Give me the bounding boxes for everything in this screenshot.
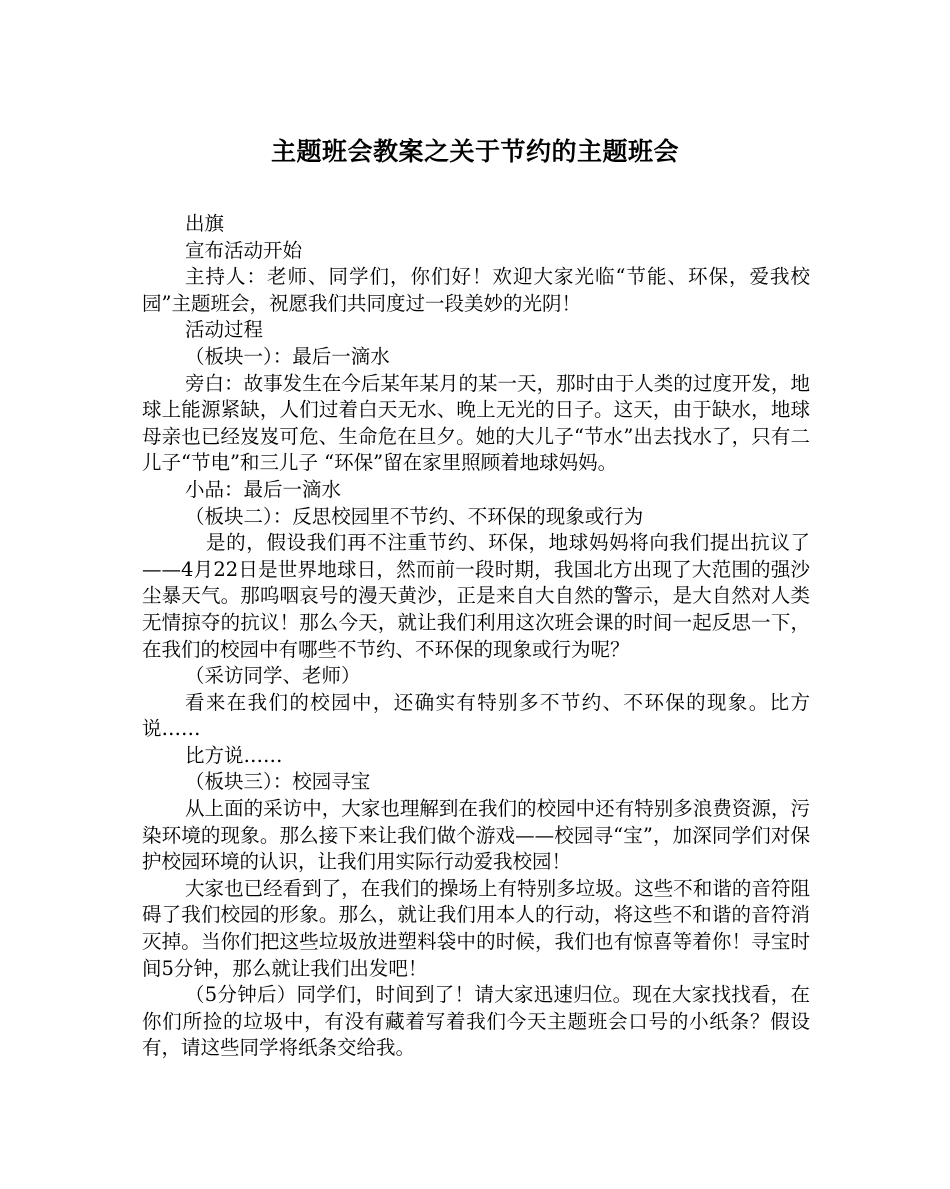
paragraph-earth-day: 是的，假设我们再不注重节约、环保，地球妈妈将向我们提出抗议了——4月22日是世界地球日，然而前一段时期，我国北方出现了大范围的强沙尘暴天气。那呜咽哀号的漫天黄沙，正是来自大自然的警示，是大自然对人类无情掠夺的抗议！那么今天，就让我们利用这次班会课的时间一起反思一下，在我们的校园中有哪些不节约、不环保的现象或行为呢？ xyxy=(142,531,810,661)
paragraph-interview: （采访同学、老师） xyxy=(185,664,361,688)
paragraph-announce-start: 宣布活动开始 xyxy=(185,238,303,262)
paragraph-section-two-heading: （板块二）：反思校园里不节约、不环保的现象或行为 xyxy=(185,504,644,528)
paragraph-playground-litter: 大家也已经看到了，在我们的操场上有特别多垃圾。这些不和谐的音符阻碍了我们校园的形象。那么，就让我们用本人的行动，将这些不和谐的音符消灭掉。当你们把这些垃圾放进塑料袋中的时候，我们也有惊喜等着你！寻宝时间5分钟，那么就让我们出发吧！ xyxy=(142,876,810,980)
paragraph-section-one-heading: （板块一）：最后一滴水 xyxy=(185,344,390,368)
paragraph-narration: 旁白：故事发生在今后某年某月的某一天，那时由于人类的过度开发，地球上能源紧缺，人们过着白天无水、晚上无光的日子。这天，由于缺水，地球母亲也已经岌岌可危、生命危在旦夕。她的大儿子“节水”出去找水了，只有二儿子“节电”和三儿子 “环保”留在家里照顾着地球妈妈。 xyxy=(142,371,810,475)
paragraph-for-example: 比方说…… xyxy=(185,743,283,767)
paragraph-host-greeting: 主持人：老师、同学们，你们好！欢迎大家光临“节能、环保，爱我校园”主题班会，祝愿我们共同度过一段美妙的光阴！ xyxy=(142,265,810,315)
paragraph-treasure-game: 从上面的采访中，大家也理解到在我们的校园中还有特别多浪费资源，污染环境的现象。那么接下来让我们做个游戏——校园寻“宝”，加深同学们对保护校园环境的认识，让我们用实际行动爱我校园！ xyxy=(142,797,810,874)
document-title: 主题班会教案之关于节约的主题班会 xyxy=(270,137,679,166)
paragraph-phenomena: 看来在我们的校园中，还确实有特别多不节约、不环保的现象。比方说…… xyxy=(142,690,810,741)
paragraph-skit: 小品：最后一滴水 xyxy=(185,477,342,501)
paragraph-time-up: （5分钟后）同学们，时间到了！请大家迅速归位。现在大家找找看，在你们所捡的垃圾中，有没有藏着写着我们今天主题班会口号的小纸条？假设有，请这些同学将纸条交给我。 xyxy=(142,983,810,1060)
paragraph-activity-process: 活动过程 xyxy=(185,318,264,342)
paragraph-flag-raising: 出旗 xyxy=(185,212,225,235)
document-body xyxy=(142,211,810,1062)
paragraph-section-three-heading: （板块三）：校园寻宝 xyxy=(185,770,371,794)
